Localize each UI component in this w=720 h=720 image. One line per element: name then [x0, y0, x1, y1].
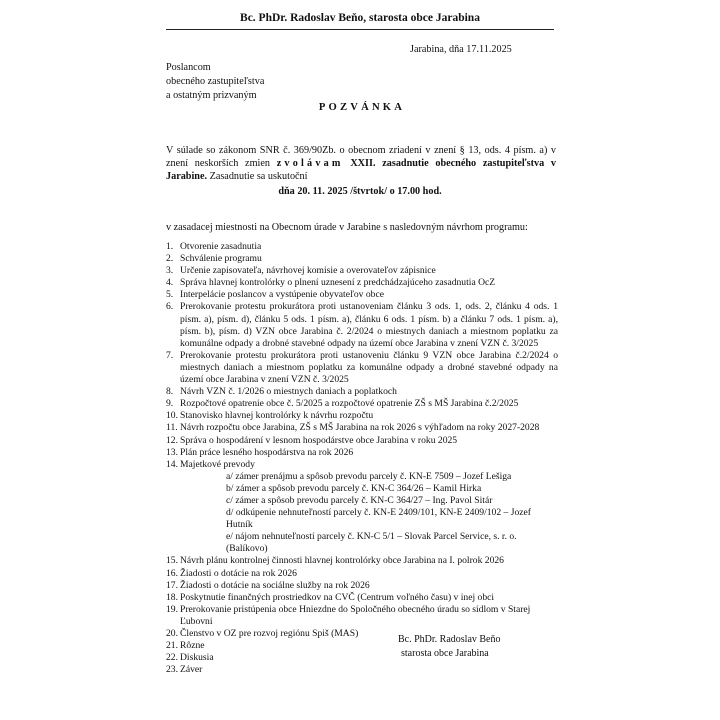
- agenda-item-text: Návrh VZN č. 1/2026 o miestnych daniach a poplatkoch: [180, 386, 397, 398]
- recipient-line: obecného zastupiteľstva: [166, 76, 265, 87]
- signatory-name: Bc. PhDr. Radoslav Beňo: [398, 634, 501, 645]
- agenda-item: [166, 350, 558, 386]
- agenda-item: [166, 301, 558, 349]
- agenda-item-number: 13.: [166, 446, 178, 458]
- agenda-item-number: 5.: [166, 289, 174, 301]
- agenda-item-number: 19.: [166, 603, 178, 615]
- intro-session: XXII. zasadnutie obecného zastupiteľstva v Jarabine.: [166, 158, 557, 182]
- agenda-item-text: Rozpočtové opatrenie obce č. 5/2025 a rozpočtové opatrenie ZŠ s MŠ Jarabina č.2/2025: [180, 398, 519, 410]
- agenda-item-number: 20.: [166, 628, 178, 639]
- agenda-item: [166, 386, 558, 398]
- intro-text-end: Zasadnutie sa uskutoční: [209, 171, 308, 182]
- agenda-item: [166, 580, 558, 592]
- agenda-subitem: c/ zámer a spôsob prevodu parcely č. KN-C 364/27 – Ing. Pavol Sitár: [226, 494, 493, 506]
- agenda-item-text: Plán práce lesného hospodárstva na rok 2026: [180, 446, 354, 458]
- agenda-item-number: 1.: [166, 241, 174, 252]
- document-title: POZVÁNKA: [318, 102, 406, 113]
- agenda-item: [166, 604, 558, 628]
- agenda-item-text: Záver: [180, 664, 203, 676]
- agenda-item-text: Žiadosti o dotácie na sociálne služby na rok 2026: [180, 579, 370, 591]
- agenda-item-text: Prerokovanie protestu prokurátora proti ustanoveniu článku 9 VZN obce Jarabina č.2/2024 o miestnych daniach a miestnom poplatku za komunálne odpady a drobné stavebné odpady na území obce Jarabina v znení VZN č. 3/2025: [180, 349, 558, 386]
- agenda-item: [166, 398, 558, 410]
- signature-block: [398, 633, 501, 661]
- agenda-item-text: Otvorenie zasadnutia: [180, 241, 262, 252]
- agenda-subitem: d/ odkúpenie nehnuteľností parcely č. KN-E 2409/101, KN-E 2409/102 – Jozef Hutník: [226, 507, 531, 531]
- meeting-datetime: dňa 20. 11. 2025 /štvrtok/ o 17.00 hod.: [278, 186, 442, 197]
- agenda-item-number: 4.: [166, 277, 174, 289]
- agenda-item-number: 18.: [166, 591, 178, 603]
- agenda-item-text: Určenie zapisovateľa, návrhovej komisie a overovateľov zápisnice: [180, 265, 436, 277]
- agenda-item-number: 3.: [166, 265, 174, 277]
- intro-convene: zvolávam: [276, 158, 344, 169]
- agenda-item: [166, 410, 558, 422]
- place-and-date: Jarabina, dňa 17.11.2025: [410, 44, 512, 55]
- agenda-item-number: 17.: [166, 579, 178, 591]
- agenda-item-number: 2.: [166, 253, 174, 265]
- agenda-item: [166, 289, 558, 301]
- letterhead-divider: [166, 29, 554, 30]
- agenda-item-text: Návrh plánu kontrolnej činnosti hlavnej kontrolórky obce Jarabina na I. polrok 2026: [180, 555, 504, 567]
- agenda-item-text: Prerokovanie pristúpenia obce Hniezdne do Spoločného obecného úradu so sídlom v Starej Ľubovni: [180, 603, 531, 627]
- agenda-item-number: 21.: [166, 640, 178, 652]
- agenda-item: [166, 459, 558, 556]
- agenda-item: [166, 422, 558, 434]
- agenda-item-text: Majetkové prevody: [180, 458, 255, 470]
- agenda-item: [166, 568, 558, 580]
- agenda-item-number: 23.: [166, 664, 178, 676]
- signatory-role: starosta obce Jarabina: [401, 648, 489, 659]
- intro-paragraph: [166, 144, 556, 183]
- agenda-item-number: 7.: [166, 349, 174, 361]
- agenda-item: [166, 447, 558, 459]
- agenda-item-text: Členstvo v OZ pre rozvoj regiónu Spiš (MAS): [180, 628, 359, 639]
- agenda-item: [166, 265, 558, 277]
- agenda-item-text: Poskytnutie finančných prostriedkov na CVČ (Centrum voľného času) v inej obci: [180, 591, 495, 603]
- agenda-item: [166, 253, 558, 265]
- agenda-item: [166, 277, 558, 289]
- agenda-item-text: Návrh rozpočtu obce Jarabina, ZŠ s MŠ Jarabina na rok 2026 s výhľadom na roky 2027-2028: [180, 422, 540, 434]
- agenda-item-number: 11.: [166, 422, 178, 434]
- agenda-item-number: 9.: [166, 398, 174, 410]
- letterhead-title: Bc. PhDr. Radoslav Beňo, starosta obce Jarabina: [240, 12, 480, 24]
- agenda-item-text: Správa hlavnej kontrolórky o plnení uznesení z predchádzajúceho zasadnutia OcZ: [180, 277, 496, 289]
- agenda-item-text: Diskusia: [180, 652, 214, 664]
- agenda-item-number: 10.: [166, 410, 178, 422]
- agenda-item-number: 22.: [166, 652, 178, 664]
- recipient-line: a ostatným prizvaným: [166, 90, 257, 101]
- agenda-item-number: 14.: [166, 458, 178, 470]
- agenda-subitem: b/ zámer a spôsob prevodu parcely č. KN-C 364/26 – Kamil Hirka: [226, 482, 482, 494]
- agenda-item-number: 12.: [166, 434, 178, 446]
- intro-text: V súlade so zákonom SNR č. 369/90Zb. o obecnom zriadení v znení § 13, ods. 4 písm. a) v znení neskorších zmien: [166, 145, 556, 169]
- agenda-item: [166, 435, 558, 447]
- agenda-item-text: Správa o hospodárení v lesnom hospodárstve obce Jarabina v roku 2025: [180, 434, 458, 446]
- agenda-item: [166, 664, 558, 676]
- agenda-list: [166, 241, 558, 676]
- agenda-item: [166, 592, 558, 604]
- recipient-line: Poslancom: [166, 62, 211, 73]
- agenda-item: [166, 555, 558, 567]
- agenda-item-number: 6.: [166, 301, 174, 313]
- agenda-item-text: Prerokovanie protestu prokurátora proti ustanoveniam článku 3 ods. 1, ods. 2, článku 4 ods. 1 písm. a), písm. d), článku 5 ods. 1 písm. a), článku 6 ods. 1 písm. b) a článku 7 ods. 1 písm. a), písm. b), písm. d) VZN obce Jarabina č. 2/2024 o miestnych daniach a miestnom poplatku za komunálne odpady a drobné stavebné odpady na území obce Jarabina v znení VZN č. 3/2025: [180, 301, 558, 349]
- agenda-item-text: Rôzne: [180, 640, 205, 652]
- agenda-subitem: e/ nájom nehnuteľností parcely č. KN-C 5/1 – Slovak Parcel Service, s. r. o. (Balíkovo): [226, 531, 517, 555]
- agenda-subitem: a/ zámer prenájmu a spôsob prevodu parcely č. KN-E 7509 – Jozef Lešiga: [226, 470, 512, 482]
- agenda-item-number: 15.: [166, 555, 178, 567]
- agenda-item-text: Interpelácie poslancov a vystúpenie obyvateľov obce: [180, 289, 384, 301]
- agenda-item-number: 16.: [166, 567, 178, 579]
- agenda-item-text: Žiadosti o dotácie na rok 2026: [180, 567, 297, 579]
- meeting-venue: v zasadacej miestnosti na Obecnom úrade v Jarabine s nasledovným návrhom programu:: [166, 222, 528, 233]
- agenda-subitems: [180, 471, 558, 556]
- agenda-item: [166, 241, 558, 253]
- agenda-item-text: Schválenie programu: [180, 253, 262, 265]
- agenda-item-text: Stanovisko hlavnej kontrolórky k návrhu rozpočtu: [180, 410, 374, 422]
- recipients-block: [166, 61, 264, 103]
- agenda-item-number: 8.: [166, 386, 174, 398]
